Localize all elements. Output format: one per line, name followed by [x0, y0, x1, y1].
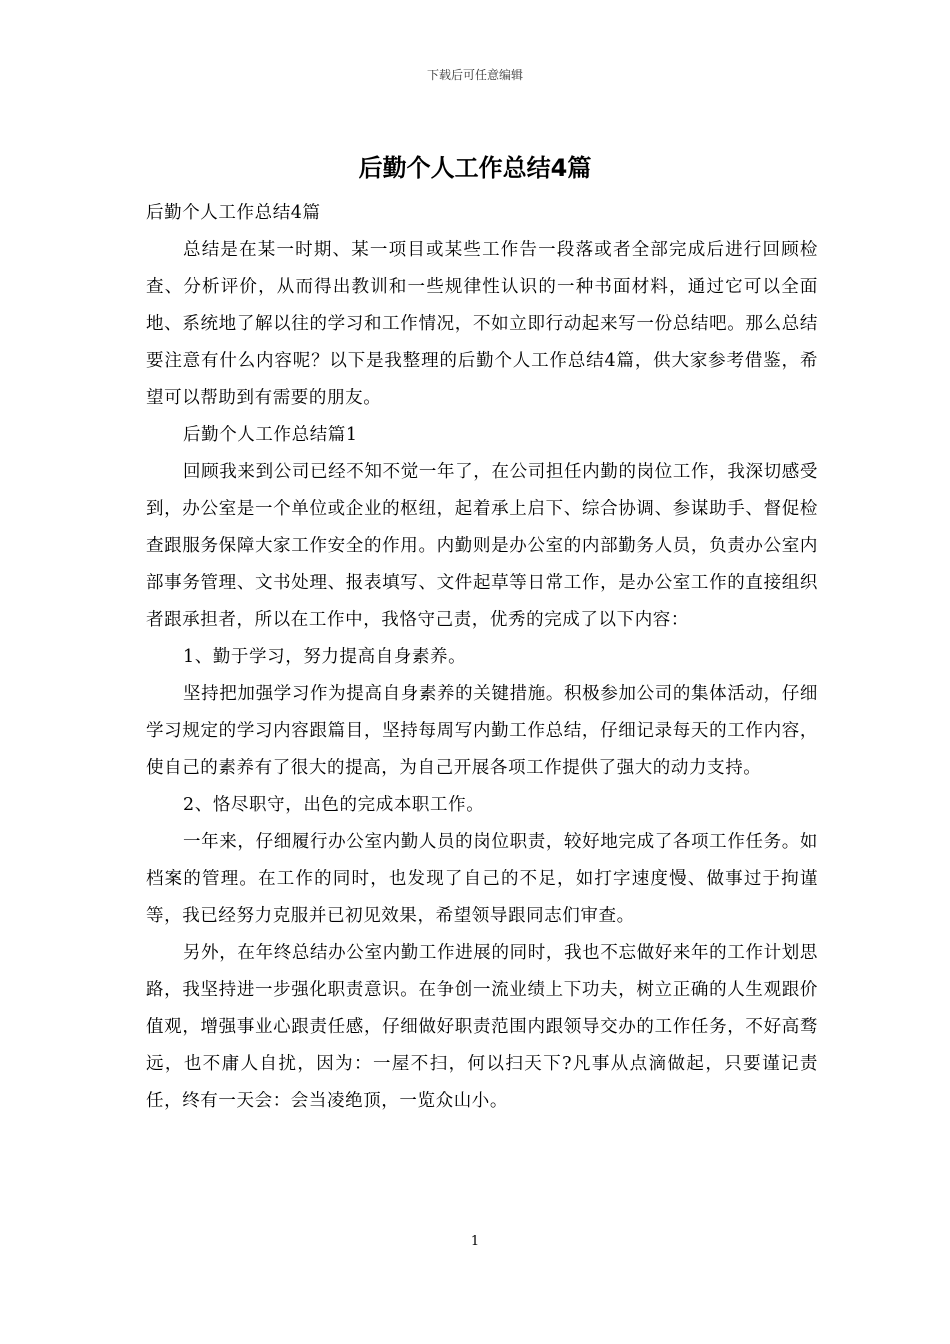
paragraph: 回顾我来到公司已经不知不觉一年了，在公司担任内勤的岗位工作，我深切感受到，办公室是一个单位或企业的枢纽，起着承上启下、综合协调、参谋助手、督促检查跟服务保障大家工作安全的作用。内勤则是办公室的内部勤务人员，负责办公室内部事务管理、文书处理、报表填写、文件起草等日常工作，是办公室工作的直接组织者跟承担者，所以在工作中，我恪守己责，优秀的完成了以下内容： [146, 462, 818, 630]
list-item-heading: 1、勤于学习，努力提高自身素养。 [183, 647, 467, 667]
document-body [146, 195, 818, 1120]
paragraph-subtitle: 后勤个人工作总结4篇 [146, 203, 321, 223]
page-number: 1 [470, 1234, 480, 1249]
paragraph-intro: 总结是在某一时期、某一项目或某些工作告一段落或者全部完成后进行回顾检查、分析评价，从而得出教训和一些规律性认识的一种书面材料，通过它可以全面地、系统地了解以往的学习和工作情况，不如立即行动起来写一份总结吧。那么总结要注意有什么内容呢？以下是我整理的后勤个人工作总结4篇，供大家参考借鉴，希望可以帮助到有需要的朋友。 [146, 240, 818, 408]
paragraph: 另外，在年终总结办公室内勤工作进展的同时，我也不忘做好来年的工作计划思路，我坚持进一步强化职责意识。在争创一流业绩上下功夫，树立正确的人生观跟价值观，增强事业心跟责任感，仔细做好职责范围内跟领导交办的工作任务，不好高骛远，也不庸人自扰，因为：一屋不扫，何以扫天下?凡事从点滴做起，只要谨记责任，终有一天会：会当凌绝顶，一览众山小。 [146, 943, 818, 1111]
document-title: 后勤个人工作总结4篇 [358, 154, 592, 182]
page-header: 下载后可任意编辑 [426, 68, 523, 82]
paragraph: 一年来，仔细履行办公室内勤人员的岗位职责，较好地完成了各项工作任务。如档案的管理。在工作的同时，也发现了自己的不足，如打字速度慢、做事过于拘谨等，我已经努力克服并已初见效果，希望领导跟同志们审查。 [146, 832, 818, 926]
paragraph: 坚持把加强学习作为提高自身素养的关键措施。积极参加公司的集体活动，仔细学习规定的学习内容跟篇目，坚持每周写内勤工作总结，仔细记录每天的工作内容，使自己的素养有了很大的提高，为自己开展各项工作提供了强大的动力支持。 [146, 684, 818, 778]
list-item-heading: 2、恪尽职守，出色的完成本职工作。 [183, 795, 485, 815]
section-heading: 后勤个人工作总结篇1 [183, 425, 358, 445]
